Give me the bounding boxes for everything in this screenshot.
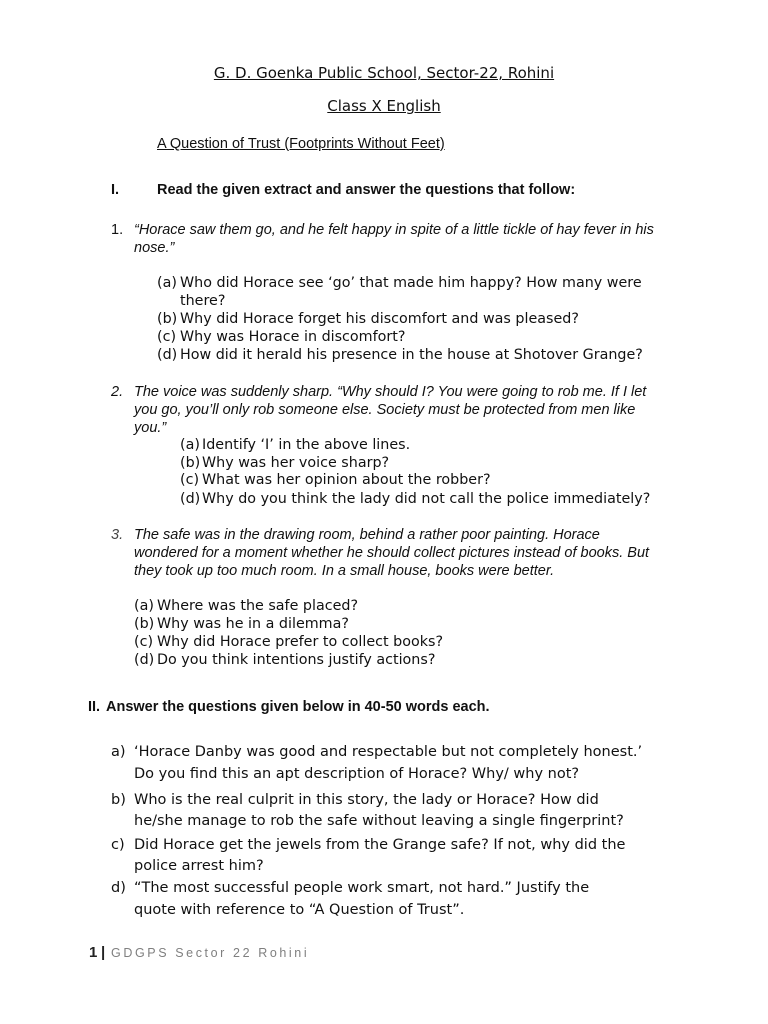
footer-separator: | <box>101 944 106 961</box>
section-1-heading: Read the given extract and answer the questions that follow: <box>157 182 576 198</box>
question-text: Why do you think the lady did not call the police immediately? <box>202 491 651 507</box>
question-text: ‘Horace Danby was good and respectable but not completely honest.’ <box>134 744 643 760</box>
question-text: Why was her voice sharp? <box>202 455 390 471</box>
section-2-heading: Answer the questions given below in 40-50 words each. <box>106 699 490 715</box>
extract-number: 2. <box>111 384 124 400</box>
question-text: Why was Horace in discomfort? <box>180 329 406 345</box>
section-1-numeral: I. <box>111 182 120 198</box>
question-label: (a) <box>180 437 200 453</box>
extract-line: nose.” <box>134 240 175 256</box>
class-title: Class X English <box>327 97 441 115</box>
question-label: (b) <box>157 311 178 327</box>
question-label: (a) <box>134 598 154 614</box>
question-label: (c) <box>157 329 177 345</box>
question-label: (c) <box>134 634 154 650</box>
extract-line: “Horace saw them go, and he felt happy in spite of a little tickle of hay fever in his <box>134 222 654 238</box>
question-text: Why was he in a dilemma? <box>157 616 349 632</box>
question-text: How did it herald his presence in the house at Shotover Grange? <box>180 347 643 363</box>
footer-text: GDGPS Sector 22 Rohini <box>111 946 310 960</box>
question-label: (c) <box>180 472 200 488</box>
section-2-numeral: II. <box>88 699 101 715</box>
question-text: police arrest him? <box>134 858 264 874</box>
question-text: quote with reference to “A Question of Trust”. <box>134 902 465 918</box>
chapter-title: A Question of Trust (Footprints Without Feet) <box>157 136 445 152</box>
question-label: (d) <box>134 652 155 668</box>
question-label: (b) <box>134 616 155 632</box>
extract-line: you go, you’ll only rob someone else. Society must be protected from men like <box>134 402 636 418</box>
question-label: (d) <box>180 491 201 507</box>
question-label: (a) <box>157 275 177 291</box>
question-text: Where was the safe placed? <box>157 598 359 614</box>
question-text: Do you find this an apt description of Horace? Why/ why not? <box>134 766 580 782</box>
page-number: 1 <box>89 944 98 961</box>
question-label: (d) <box>157 347 178 363</box>
extract-line: wondered for a moment whether he should collect pictures instead of books. But <box>134 545 650 561</box>
question-text: Do you think intentions justify actions? <box>157 652 436 668</box>
extract-line: you.” <box>134 420 167 436</box>
question-text: Identify ‘I’ in the above lines. <box>202 437 411 453</box>
question-text: “The most successful people work smart, not hard.” Justify the <box>134 880 590 896</box>
question-text: Did Horace get the jewels from the Grange safe? If not, why did the <box>134 837 626 853</box>
question-text: Why did Horace prefer to collect books? <box>157 634 444 650</box>
extract-line: The safe was in the drawing room, behind a rather poor painting. Horace <box>134 527 600 543</box>
extract-number: 3. <box>111 527 124 543</box>
question-text: Why did Horace forget his discomfort and was pleased? <box>180 311 579 327</box>
question-label: (b) <box>180 455 201 471</box>
question-text: he/she manage to rob the safe without leaving a single fingerprint? <box>134 813 624 829</box>
question-label: b) <box>111 792 126 808</box>
extract-line: The voice was suddenly sharp. “Why should I? You were going to rob me. If I let <box>134 384 647 400</box>
question-text: Who is the real culprit in this story, the lady or Horace? How did <box>134 792 599 808</box>
question-text: Who did Horace see ‘go’ that made him happy? How many were <box>180 275 642 291</box>
school-name: G. D. Goenka Public School, Sector-22, Rohini <box>213 64 555 82</box>
question-label: a) <box>111 744 126 760</box>
question-label: c) <box>111 837 125 853</box>
extract-line: they took up too much room. In a small house, books were better. <box>134 563 555 579</box>
question-text: there? <box>180 293 226 309</box>
question-label: d) <box>111 880 126 896</box>
extract-number: 1. <box>111 222 124 238</box>
question-text: What was her opinion about the robber? <box>202 472 491 488</box>
